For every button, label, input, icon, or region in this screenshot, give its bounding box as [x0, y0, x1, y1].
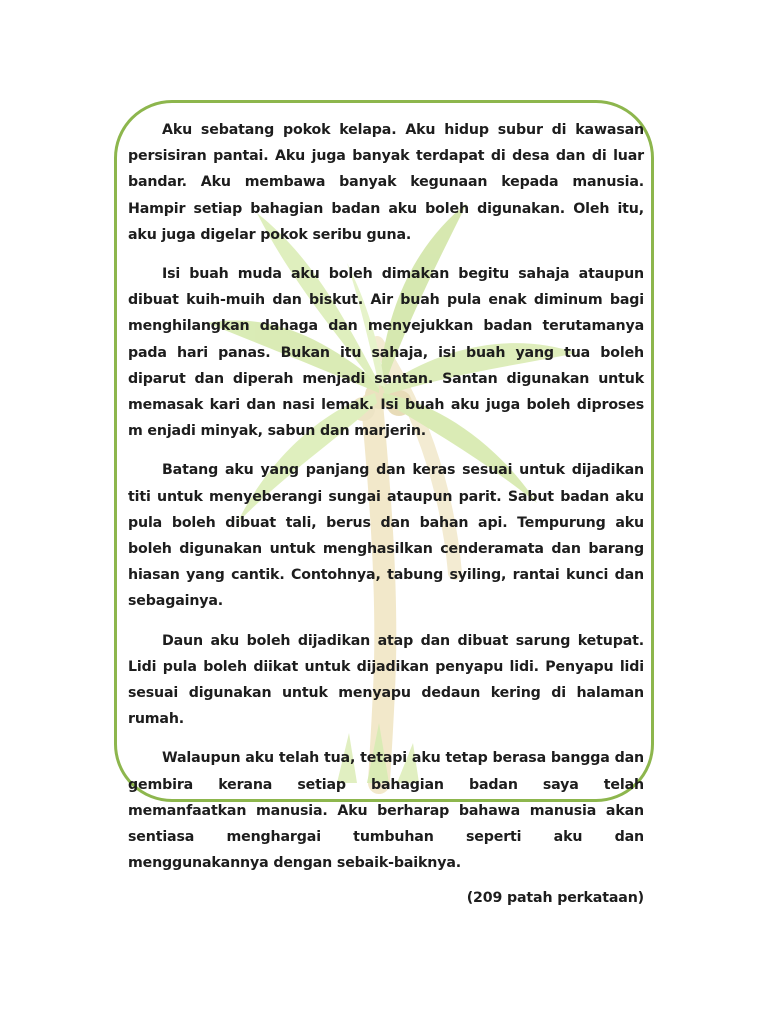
essay-paragraph-1: Aku sebatang pokok kelapa. Aku hidup subur di kawasan persisiran pantai. Aku juga banyak terdapat di desa dan di luar bandar. Aku membawa banyak kegunaan kepada manusia. Hampir setiap bahagian badan aku boleh digunakan. Oleh itu, aku juga digelar pokok seribu guna.: [128, 122, 644, 243]
essay-body: [128, 117, 644, 912]
essay-frame: [114, 100, 654, 907]
word-count: (209 patah perkataan): [466, 890, 644, 907]
essay-paragraph-4: Daun aku boleh dijadikan atap dan dibuat sarung ketupat. Lidi pula boleh diikat untuk dijadikan penyapu lidi. Penyapu lidi sesuai digunakan untuk menyapu dedaun kering di halaman rumah.: [128, 632, 644, 728]
essay-paragraph-3: Batang aku yang panjang dan keras sesuai untuk dijadikan titi untuk menyeberangi sungai ataupun parit. Sabut badan aku pula boleh dibuat tali, berus dan bahan api. Tempurung aku boleh digunakan untuk menghasilkan cenderamata dan barang hiasan yang cantik. Contohnya, tabung syiling, rantai kunci dan sebagainya.: [128, 462, 644, 610]
essay-paragraph-2: Isi buah muda aku boleh dimakan begitu sahaja ataupun dibuat kuih-muih dan biskut. Air buah pula enak diminum bagi menghilangkan dahaga dan menyejukkan badan terutamanya pada hari panas. Bukan itu sahaja, isi buah yang tua boleh diparut dan diperah menjadi santan. Santan digunakan untuk memasak kari dan nasi lemak. Isi buah aku juga boleh diproses m enjadi minyak, sabun dan marjerin.: [128, 266, 644, 440]
essay-paragraph-5: Walaupun aku telah tua, tetapi aku tetap berasa bangga dan gembira kerana setiap bahagian badan saya telah memanfaatkan manusia. Aku berharap bahawa manusia akan sentiasa menghargai tumbuhan seperti aku dan menggunakannya dengan sebaik-baiknya.: [128, 750, 644, 872]
